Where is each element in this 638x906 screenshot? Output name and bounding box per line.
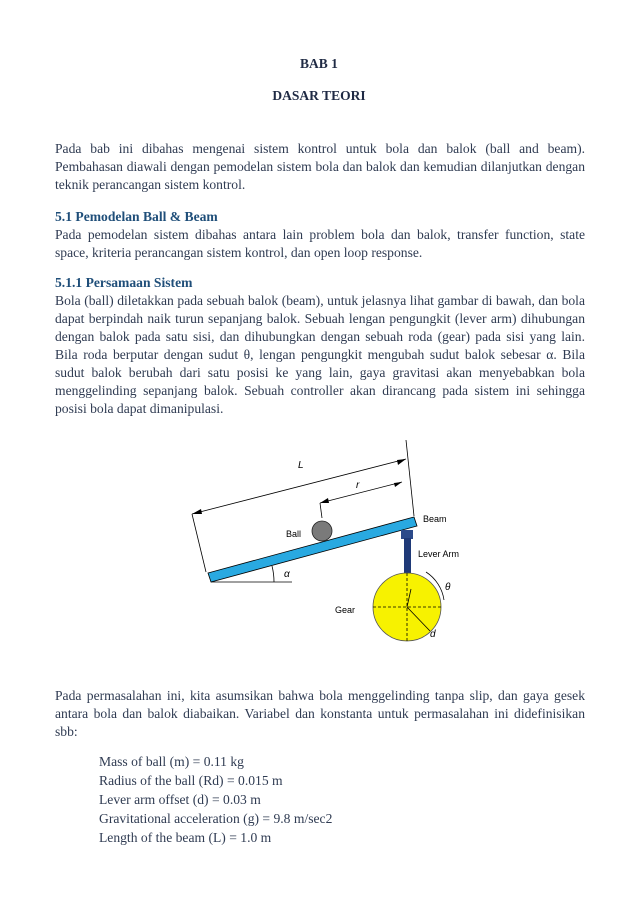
arrowhead-right bbox=[397, 459, 406, 465]
param-lever-offset: Lever arm offset (d) = 0.03 m bbox=[99, 792, 261, 807]
label-ball: Ball bbox=[286, 529, 302, 539]
label-r: r bbox=[356, 480, 360, 491]
param-mass: Mass of ball (m) = 0.11 kg bbox=[99, 754, 244, 769]
section-5-1-1-paragraph: Bola (ball) diletakkan pada sebuah balok (beam), untuk jelasnya lihat gambar di bawah, dan bola dapat berpindah naik turun sepanjang balok. Sebuah lengan pengungkit (lever arm) dihubungan dengan balok pada satu sisi, dan dihubungkan dengan sebuah roda (gear) pada sisi yang lain. Bila roda berputar dengan sudut θ, lengan pengungkit mengubah sudut balok sebesar α. Bila sudut balok berubah dari satu posisi ke yang lain, gaya gravitasi akan menyebabkan bola menggelinding sepanjang balok. Sebuah controller akan dirancang pada sistem ini sehingga posisi bola dapat dimanipulasi. bbox=[55, 293, 585, 416]
arrowhead-r-right bbox=[394, 482, 402, 487]
extension-line-r bbox=[320, 503, 322, 518]
label-alpha: α bbox=[284, 569, 290, 580]
chapter-number: BAB 1 bbox=[300, 56, 338, 71]
label-d: d bbox=[430, 629, 436, 640]
section-heading-5-1: 5.1 Pemodelan Ball & Beam bbox=[55, 209, 218, 224]
intro-paragraph: Pada bab ini dibahas mengenai sistem kontrol untuk bola dan balok (ball and beam). Pembahasan diawali dengan pemodelan sistem bola dan balok dan kemudian dilanjutkan dengan teknik perancangan sistem kontrol. bbox=[55, 141, 585, 192]
arrowhead-left bbox=[192, 509, 202, 514]
extension-line-left bbox=[192, 514, 206, 572]
chapter-title: DASAR TEORI bbox=[272, 88, 366, 103]
param-gravity: Gravitational acceleration (g) = 9.8 m/sec2 bbox=[99, 811, 333, 826]
alpha-arc bbox=[272, 566, 274, 582]
ball-and-beam-diagram bbox=[170, 440, 480, 660]
ball bbox=[312, 521, 332, 541]
param-beam-length: Length of the beam (L) = 1.0 m bbox=[99, 830, 272, 845]
section-heading-5-1-1: 5.1.1 Persamaan Sistem bbox=[55, 275, 193, 290]
label-gear: Gear bbox=[335, 605, 356, 615]
problem-paragraph: Pada permasalahan ini, kita asumsikan bahwa bola menggelinding tanpa slip, dan gaya gesek antara bola dan balok diabaikan. Variabel dan konstanta untuk permasalahan ini didefinisikan sbb: bbox=[55, 688, 585, 739]
param-radius: Radius of the ball (Rd) = 0.015 m bbox=[99, 773, 283, 788]
beam bbox=[208, 517, 417, 582]
dimension-line-r bbox=[320, 482, 402, 503]
parameter-list bbox=[99, 752, 332, 847]
label-theta: θ bbox=[445, 582, 451, 593]
section-5-1-paragraph: Pada pemodelan sistem dibahas antara lain problem bola dan balok, transfer function, state space, kriteria perancangan sistem kontrol, dan open loop response. bbox=[55, 227, 585, 260]
lever-arm-cap bbox=[401, 530, 413, 539]
arrowhead-r-left bbox=[320, 498, 329, 503]
label-beam: Beam bbox=[423, 514, 447, 524]
extension-line-right bbox=[406, 440, 414, 516]
label-L: L bbox=[298, 460, 304, 471]
label-lever-arm: Lever Arm bbox=[418, 549, 460, 559]
